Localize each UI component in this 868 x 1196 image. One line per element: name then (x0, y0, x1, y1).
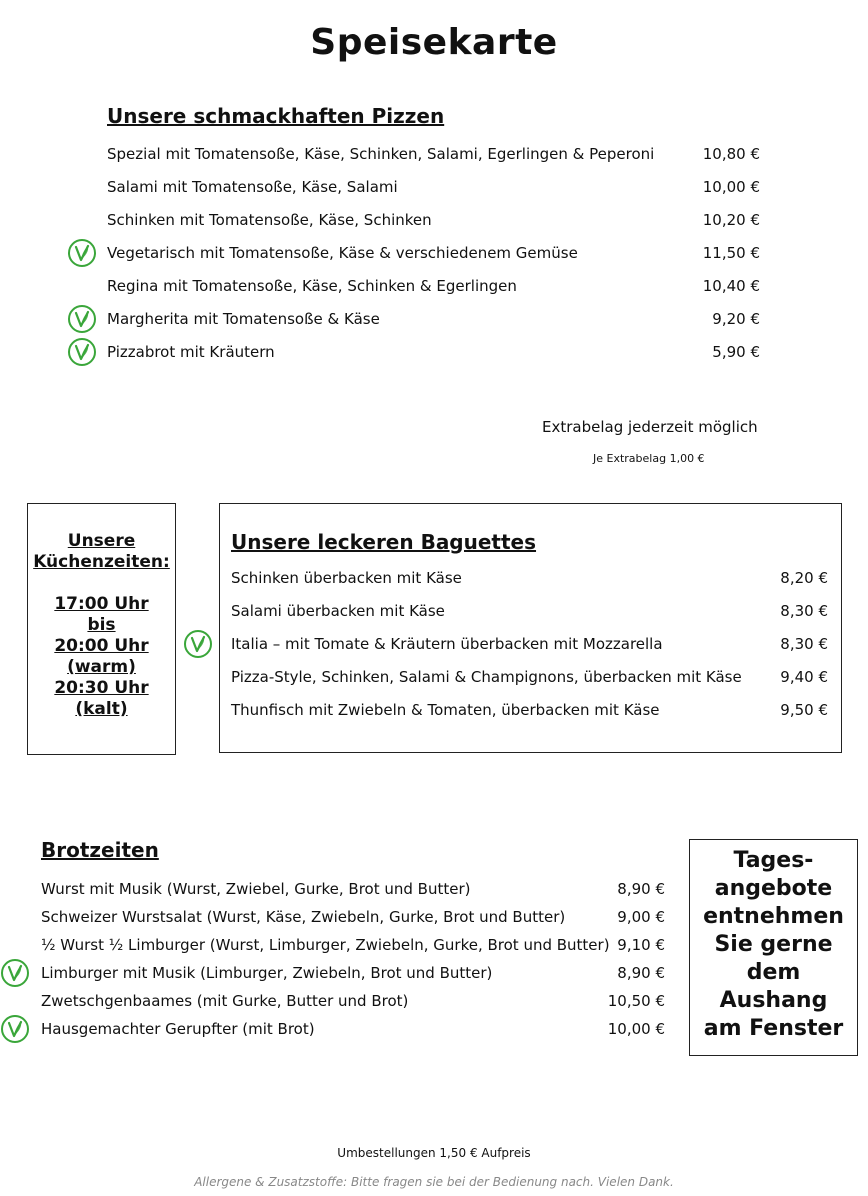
kitchen-line: (kalt) (75, 699, 128, 719)
daily-offers-line: Aushang (719, 988, 828, 1013)
brotzeit-item-price: 9,00 € (617, 908, 665, 926)
kitchen-line: (warm) (67, 657, 136, 677)
pizza-item-price: 9,20 € (712, 310, 760, 328)
pizza-item-name: Regina mit Tomatensoße, Käse, Schinken & Egerlingen (107, 277, 517, 295)
baguette-item-price: 8,30 € (780, 602, 828, 620)
pizza-item-name: Vegetarisch mit Tomatensoße, Käse & verschiedenem Gemüse (107, 244, 578, 262)
baguette-item-name: Thunfisch mit Zwiebeln & Tomaten, überbacken mit Käse (231, 701, 660, 719)
brotzeit-item-price: 9,10 € (617, 936, 665, 954)
brotzeit-item-name: ½ Wurst ½ Limburger (Wurst, Limburger, Zwiebeln, Gurke, Brot und Butter) (41, 936, 610, 954)
brotzeit-item-name: Hausgemachter Gerupfter (mit Brot) (41, 1020, 315, 1038)
extra-note: Extrabelag jederzeit möglich (542, 418, 758, 436)
baguette-item-price: 8,20 € (780, 569, 828, 587)
kitchen-line: bis (87, 615, 116, 635)
umbestellung-note: Umbestellungen 1,50 € Aufpreis (337, 1146, 531, 1160)
baguette-item-price: 9,40 € (780, 668, 828, 686)
pizza-item-name: Margherita mit Tomatensoße & Käse (107, 310, 380, 328)
daily-offers-line: Sie gerne (714, 932, 833, 957)
daily-offers-line: am Fenster (703, 1016, 844, 1041)
baguette-item-name: Pizza-Style, Schinken, Salami & Champignons, überbacken mit Käse (231, 668, 742, 686)
vegetarian-leaf-icon (67, 304, 97, 334)
daily-offers-line: angebote (714, 876, 833, 901)
pizza-item-price: 5,90 € (712, 343, 760, 361)
pizza-item-name: Schinken mit Tomatensoße, Käse, Schinken (107, 211, 432, 229)
pizza-item-name: Pizzabrot mit Kräutern (107, 343, 275, 361)
baguette-item-name: Italia – mit Tomate & Kräutern überbacken mit Mozzarella (231, 635, 663, 653)
kitchen-line: 20:00 Uhr (54, 636, 149, 656)
vegetarian-leaf-icon (67, 337, 97, 367)
vegetarian-leaf-icon (67, 238, 97, 268)
kitchen-line: Küchenzeiten: (33, 552, 170, 572)
daily-offers-line: dem (746, 960, 801, 985)
baguette-item-price: 9,50 € (780, 701, 828, 719)
brotzeit-item-price: 10,00 € (607, 1020, 665, 1038)
pizza-item-price: 11,50 € (702, 244, 760, 262)
brotzeit-item-name: Wurst mit Musik (Wurst, Zwiebel, Gurke, Brot und Butter) (41, 880, 471, 898)
pizza-item-price: 10,80 € (702, 145, 760, 163)
daily-offers-box (689, 839, 858, 1056)
brotzeit-item-name: Schweizer Wurstsalat (Wurst, Käse, Zwiebeln, Gurke, Brot und Butter) (41, 908, 566, 926)
pizza-item-price: 10,40 € (702, 277, 760, 295)
kitchen-hours-box (27, 503, 176, 755)
allergene-note: Allergene & Zusatzstoffe: Bitte fragen sie bei der Bedienung nach. Vielen Dank. (194, 1175, 674, 1189)
pizzen-heading: Unsere schmackhaften Pizzen (107, 104, 445, 128)
vegetarian-leaf-icon (0, 958, 30, 988)
baguette-item-name: Schinken überbacken mit Käse (231, 569, 462, 587)
brotzeit-item-price: 8,90 € (617, 880, 665, 898)
vegetarian-leaf-icon (0, 1014, 30, 1044)
vegetarian-leaf-icon (183, 629, 213, 659)
pizza-item-price: 10,20 € (702, 211, 760, 229)
brotzeit-item-price: 8,90 € (617, 964, 665, 982)
pizza-item-name: Salami mit Tomatensoße, Käse, Salami (107, 178, 398, 196)
baguette-item-price: 8,30 € (780, 635, 828, 653)
kitchen-line: 20:30 Uhr (54, 678, 149, 698)
page-title: Speisekarte (310, 22, 558, 63)
brotzeit-item-name: Zwetschgenbaames (mit Gurke, Butter und Brot) (41, 992, 409, 1010)
baguette-item-name: Salami überbacken mit Käse (231, 602, 445, 620)
extra-price: Je Extrabelag 1,00 € (593, 452, 705, 465)
pizza-item-name: Spezial mit Tomatensoße, Käse, Schinken, Salami, Egerlingen & Peperoni (107, 145, 655, 163)
brotzeiten-heading: Brotzeiten (41, 838, 159, 862)
baguettes-heading: Unsere leckeren Baguettes (231, 530, 537, 554)
kitchen-line: Unsere (67, 531, 136, 551)
kitchen-line: 17:00 Uhr (54, 594, 149, 614)
brotzeit-item-name: Limburger mit Musik (Limburger, Zwiebeln, Brot und Butter) (41, 964, 493, 982)
brotzeit-item-price: 10,50 € (607, 992, 665, 1010)
pizza-item-price: 10,00 € (702, 178, 760, 196)
daily-offers-line: entnehmen (703, 904, 844, 929)
daily-offers-line: Tages- (733, 848, 814, 873)
